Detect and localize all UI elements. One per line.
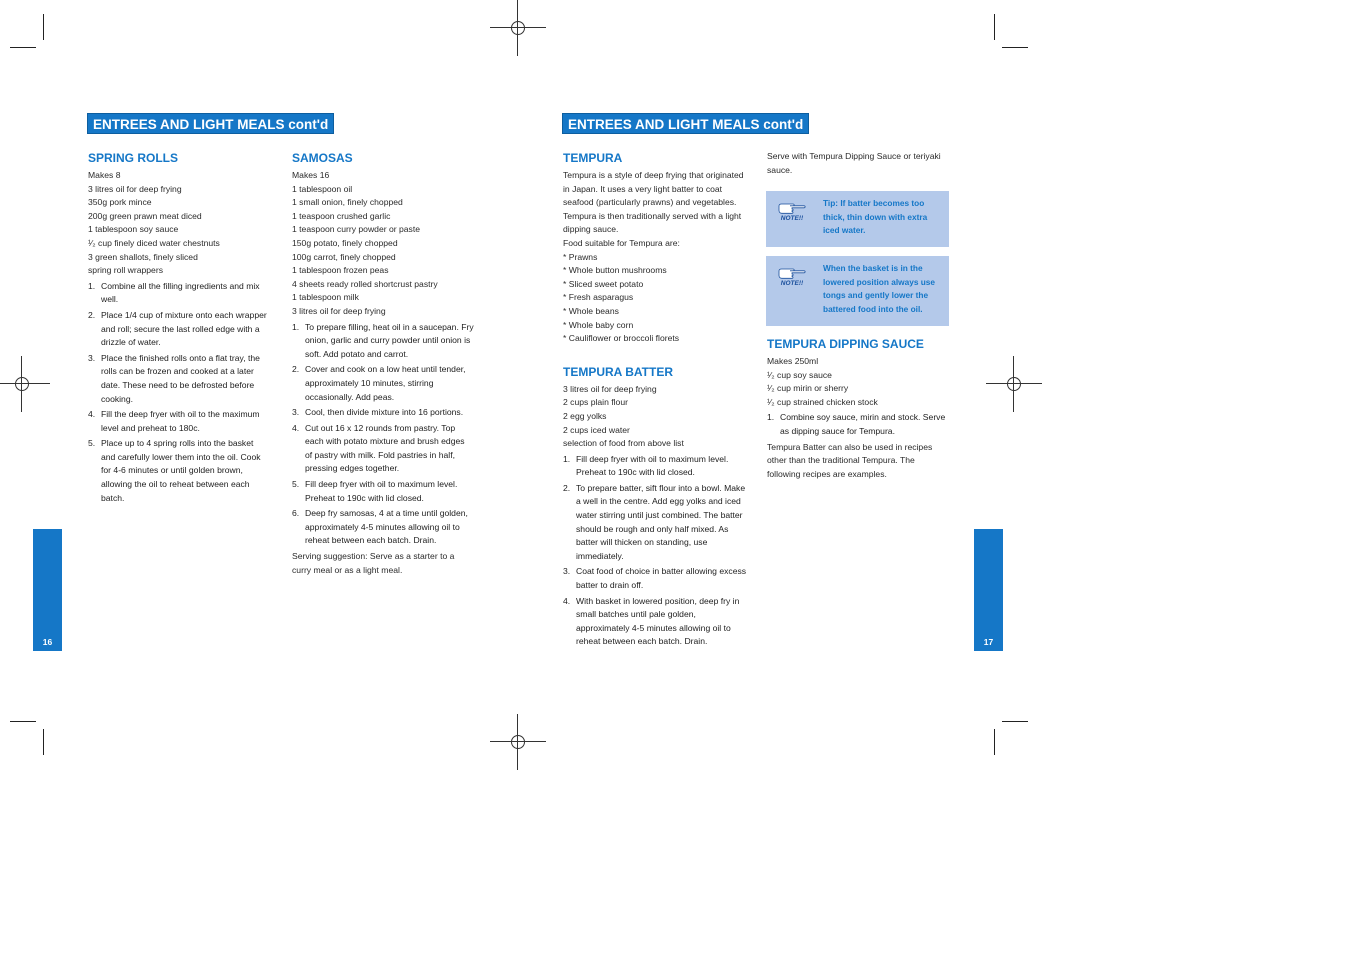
- method-step: 2. Place 1/4 cup of mixture onto each wrapper and roll; secure the last rolled edge with a drizzle of water.: [88, 309, 267, 348]
- serve-suggestion: Serve with Tempura Dipping Sauce or teriyaki sauce.: [767, 151, 941, 175]
- section-title: SAMOSAS: [292, 151, 353, 165]
- food-item: * Whole button mushrooms: [563, 265, 667, 276]
- ingredient-item: 1 teaspoon crushed garlic: [292, 210, 391, 221]
- method-steps: [767, 411, 949, 438]
- method-steps: [292, 321, 474, 549]
- method-step: 4. With basket in lowered position, deep fry in small batches until pale golden, approximately 4-5 minutes allowing oil to reheat between each batch. Drain.: [563, 595, 740, 647]
- pointing-hand-icon: [778, 201, 806, 223]
- food-item: * Fresh asparagus: [563, 292, 634, 303]
- note-text: When the basket is in the lowered position always use tongs and gently lower the battered food into the oil.: [823, 263, 936, 314]
- method-step: 2. Cover and cook on a low heat until tender, approximately 10 minutes, stirring occasionally. Add peas.: [292, 364, 466, 402]
- ingredient-item: 1 small onion, finely chopped: [292, 197, 403, 208]
- note-text: Tip: If batter becomes too thick, thin down with extra iced water.: [823, 198, 928, 236]
- crop-mark: [43, 14, 44, 40]
- page-banner-right: ENTREES AND LIGHT MEALS cont'd: [562, 113, 809, 134]
- tempura-section: [563, 150, 748, 651]
- method-step: 5. Place up to 4 spring rolls into the basket and carefully lower them into the oil. Cook for 4-6 minutes or until golden brown, allowing the oil to reheat between each batch.: [88, 438, 261, 503]
- method-step: 4. Cut out 16 x 12 rounds from pastry. Top each with potato mixture and brush edges of pastry with milk. Fold pastries in half, pressing edges together.: [292, 422, 465, 474]
- ingredient-item: ¹⁄₂ cup mirin or sherry: [767, 383, 849, 394]
- pointing-hand-icon: [778, 266, 806, 288]
- section-title: TEMPURA BATTER: [563, 364, 673, 379]
- method-step: 1. Combine all the filling ingredients and mix well.: [88, 280, 260, 305]
- section-title: SPRING ROLLS: [88, 151, 179, 165]
- ingredient-item: 3 litres oil for deep frying: [563, 383, 657, 394]
- ingredient-item: 2 egg yolks: [563, 410, 607, 421]
- foods-label: Food suitable for Tempura are:: [563, 237, 680, 248]
- method-step: 3. Cool, then divide mixture into 16 portions.: [292, 407, 464, 418]
- method-step: 5. Fill deep fryer with oil to maximum level. Preheat to 190c with lid closed.: [292, 479, 458, 503]
- ingredient-item: ¹⁄₂ cup soy sauce: [767, 369, 832, 380]
- method-step: 1. To prepare filling, heat oil in a saucepan. Fry onion, garlic and curry powder until onion is soft. Add potato and carrot.: [292, 321, 474, 359]
- ingredient-item: 350g pork mince: [88, 197, 152, 208]
- ingredient-item: 100g carrot, finely chopped: [292, 251, 396, 262]
- section-title: TEMPURA DIPPING SAUCE: [767, 337, 924, 351]
- ingredient-item: 1 teaspoon curry powder or paste: [292, 224, 421, 235]
- ingredient-item: 1 tablespoon oil: [292, 183, 353, 194]
- food-item: * Prawns: [563, 251, 598, 262]
- samosas-section: [292, 150, 474, 577]
- crop-mark: [1002, 47, 1028, 48]
- food-item: * Whole baby corn: [563, 319, 634, 330]
- method-step: 1. Combine soy sauce, mirin and stock. Serve as dipping sauce for Tempura.: [767, 412, 946, 436]
- food-item: * Whole beans: [563, 305, 619, 316]
- ingredient-item: 3 litres oil for deep frying: [88, 183, 182, 194]
- crop-mark: [994, 729, 995, 755]
- registration-mark-bottom: [490, 714, 546, 770]
- ingredient-item: 2 cups plain flour: [563, 397, 628, 408]
- ingredient-item: selection of food from above list: [563, 438, 684, 449]
- ingredient-item: 1 tablespoon milk: [292, 292, 359, 303]
- method-steps: [563, 453, 748, 649]
- page-number: 16: [42, 637, 53, 647]
- registration-mark-top: [490, 0, 546, 56]
- ingredient-item: 1 tablespoon frozen peas: [292, 265, 389, 276]
- method-step: 3. Coat food of choice in batter allowing excess batter to drain off.: [563, 566, 747, 591]
- method-step: 4. Fill the deep fryer with oil to the maximum level and preheat to 180c.: [88, 409, 260, 433]
- note-box-warning: [766, 256, 949, 326]
- ingredient-item: 3 green shallots, finely sliced: [88, 251, 198, 262]
- crop-mark: [10, 47, 36, 48]
- crop-mark: [994, 14, 995, 40]
- serving-suggestion: Serving suggestion: Serve as a starter to a curry meal or as a light meal.: [292, 551, 455, 575]
- ingredient-item: 1 tablespoon soy sauce: [88, 224, 179, 235]
- page-banner-left: ENTREES AND LIGHT MEALS cont'd: [87, 113, 334, 134]
- page-number: 17: [983, 637, 994, 647]
- section-title: TEMPURA: [563, 151, 623, 165]
- ingredient-item: spring roll wrappers: [88, 265, 163, 276]
- ingredient-item: 3 litres oil for deep frying: [292, 305, 386, 316]
- crop-mark: [43, 729, 44, 755]
- ingredient-item: 200g green prawn meat diced: [88, 210, 202, 221]
- ingredient-item: ¹⁄₂ cup strained chicken stock: [767, 396, 878, 407]
- spring-rolls-section: [88, 150, 270, 507]
- ingredient-item: Makes 250ml: [767, 356, 819, 366]
- food-item: * Sliced sweet potato: [563, 278, 644, 289]
- registration-mark-left: [0, 356, 50, 412]
- dipping-sauce-footer: Tempura Batter can also be used in recipes other than the traditional Tempura. The following recipes are examples.: [767, 441, 933, 479]
- note-label: NOTE!!: [780, 280, 804, 287]
- ingredient-list: [292, 169, 474, 319]
- method-step: 6. Deep fry samosas, 4 at a time until golden, approximately 4-5 minutes allowing oil to reheat between each batch. Drain.: [292, 508, 468, 546]
- ingredient-item: 2 cups iced water: [563, 424, 630, 435]
- registration-mark-right: [986, 356, 1042, 412]
- ingredient-item: Makes 16: [292, 170, 330, 180]
- food-item: * Cauliflower or broccoli florets: [563, 333, 680, 344]
- serve-text: [767, 150, 947, 177]
- ingredient-item: ¹⁄₂ cup finely diced water chestnuts: [88, 237, 220, 248]
- method-step: 2. To prepare batter, sift flour into a bowl. Make a well in the centre. Add egg yolks and iced water stirring until just combined. The batter should be rough and only half mixed. As batter will thicken on standing, use immediately.: [563, 482, 746, 561]
- dipping-sauce-section: [767, 336, 949, 481]
- crop-mark: [1002, 721, 1028, 722]
- ingredient-item: 4 sheets ready rolled shortcrust pastry: [292, 278, 438, 289]
- ingredient-list: [88, 169, 270, 278]
- note-label: NOTE!!: [780, 215, 804, 222]
- crop-mark: [10, 721, 36, 722]
- method-steps: [88, 280, 270, 506]
- tempura-intro: Tempura is a style of deep frying that originated in Japan. It uses a very light batter to coat seafood (particularly prawns) and vegetables. Tempura is then traditionally served with a light dipping sauce.: [563, 170, 744, 235]
- ingredient-item: 150g potato, finely chopped: [292, 237, 398, 248]
- method-step: 1. Fill deep fryer with oil to maximum level. Preheat to 190c with lid closed.: [563, 453, 729, 478]
- ingredient-item: Makes 8: [88, 170, 121, 180]
- method-step: 3. Place the finished rolls onto a flat tray, the rolls can be frozen and cooked at a later date. These need to be defrosted before cooking.: [88, 352, 260, 404]
- page-tab-right: [974, 529, 1003, 651]
- page-tab-left: [33, 529, 62, 651]
- note-box-tip: [766, 191, 949, 247]
